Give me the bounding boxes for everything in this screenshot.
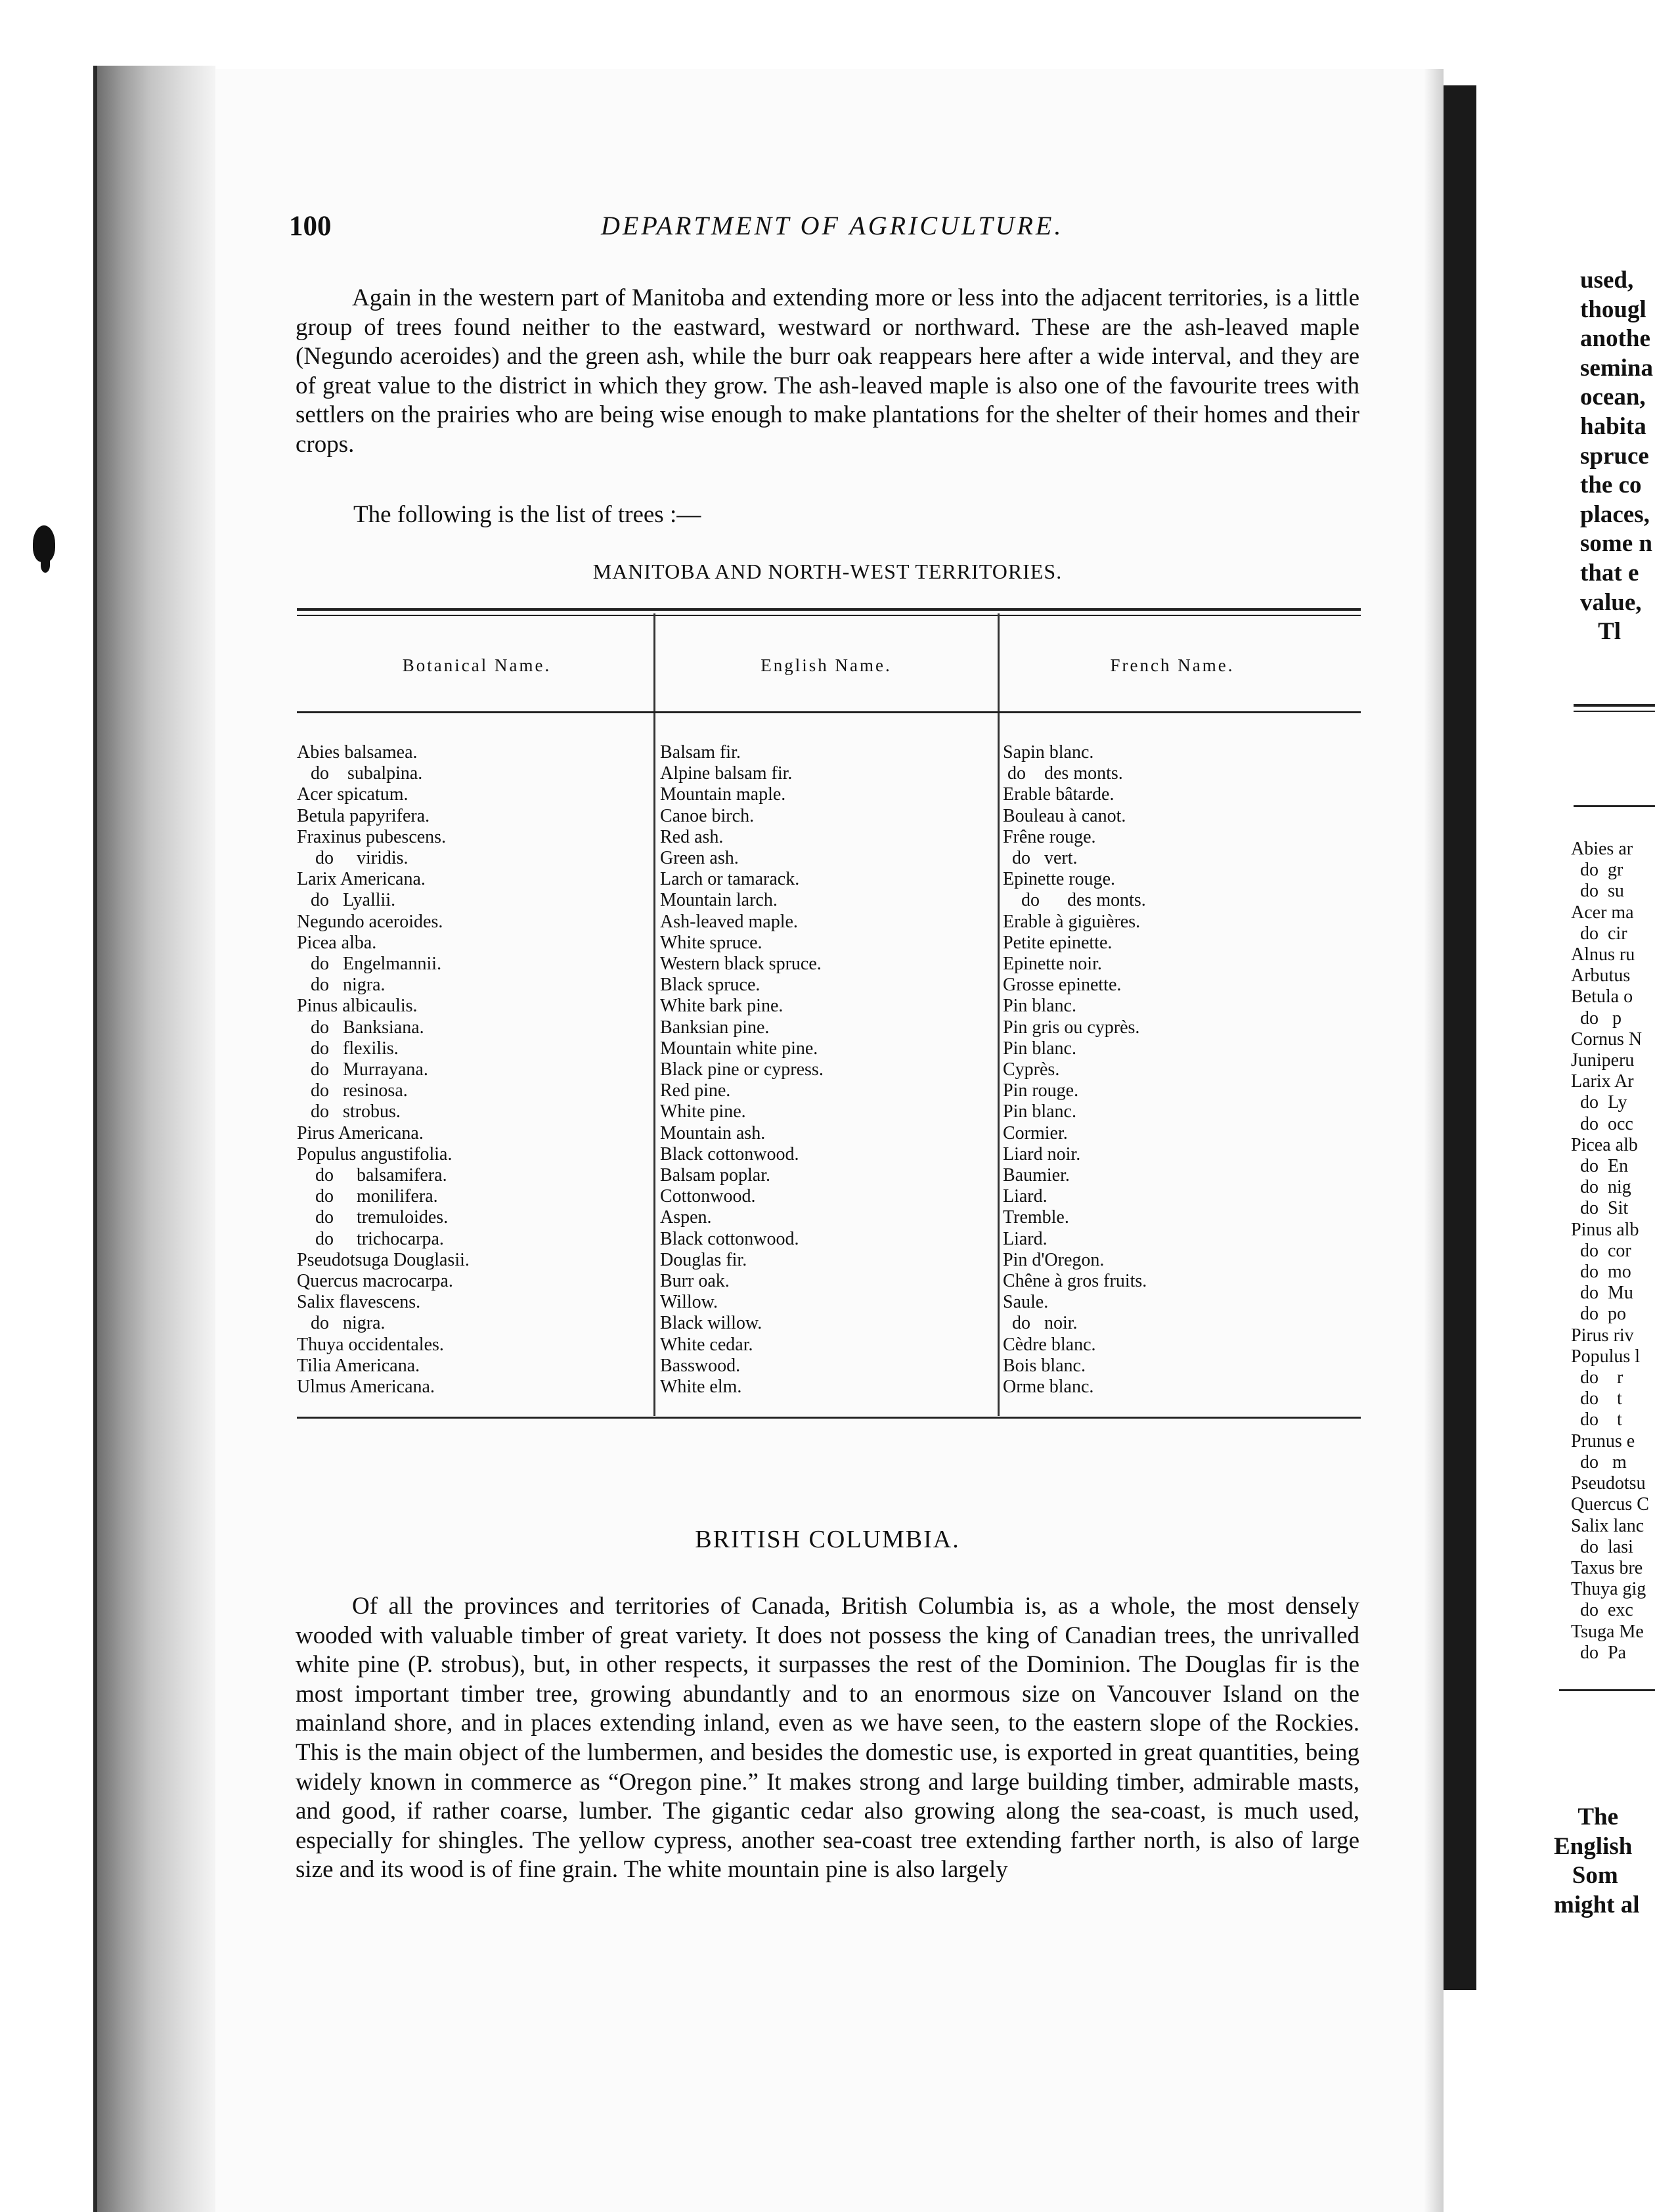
botanical-name-cell: do Murrayana.	[297, 1059, 428, 1080]
english-name-cell: Mountain larch.	[660, 890, 778, 911]
facing-page-list-line: do Ly	[1571, 1092, 1627, 1113]
ink-blot-tail	[41, 558, 50, 573]
botanical-name-column	[297, 742, 470, 1398]
facing-page-text-line: that e	[1580, 559, 1639, 586]
botanical-name-cell: do strobus.	[297, 1101, 401, 1122]
facing-page-text-line: the co	[1580, 472, 1642, 499]
facing-page-list-line: do m	[1571, 1451, 1627, 1472]
botanical-name-cell: Acer spicatum.	[297, 784, 408, 805]
facing-page-header-rule	[1574, 805, 1655, 807]
english-name-cell: Alpine balsam fir.	[660, 763, 793, 784]
facing-page-list-line: Juniperu	[1571, 1050, 1635, 1071]
english-name-cell: Green ash.	[660, 848, 739, 869]
facing-page-list-fragment	[1571, 839, 1655, 1664]
table-bottom-rule	[297, 1417, 1361, 1419]
section-title: BRITISH COLUMBIA.	[695, 1526, 960, 1553]
english-name-cell: Burr oak.	[660, 1271, 730, 1292]
facing-page-list-line: Tsuga Me	[1571, 1621, 1644, 1642]
botanical-name-cell: do flexilis.	[297, 1038, 399, 1059]
botanical-name-cell: Pseudotsuga Douglasii.	[297, 1249, 470, 1270]
facing-page-list-line: do Pa	[1571, 1642, 1626, 1663]
english-name-cell: Larch or tamarack.	[660, 869, 800, 890]
facing-page-list-line: Pseudotsu	[1571, 1473, 1646, 1494]
facing-page-bottom-fragment	[1554, 1803, 1655, 1920]
list-intro: The following is the list of trees :—	[353, 501, 701, 528]
header-french-name: French Name.	[1110, 655, 1235, 675]
english-name-cell: Mountain ash.	[660, 1122, 766, 1143]
table-header-rule	[297, 711, 1361, 713]
facing-page-list-line: Larix Ar	[1571, 1071, 1634, 1092]
facing-page-list-line: do su	[1571, 881, 1624, 902]
facing-page-list-line: do exc	[1571, 1600, 1633, 1621]
facing-page-list-line: Taxus bre	[1571, 1557, 1643, 1578]
facing-page-list-line: do t	[1571, 1388, 1622, 1409]
book-spine	[1444, 85, 1476, 1990]
french-name-cell: Tremble.	[1003, 1207, 1069, 1228]
french-name-cell: Erable à giguières.	[1003, 911, 1141, 932]
scan-gutter-shadow	[97, 66, 215, 2212]
table-title: MANITOBA AND NORTH-WEST TERRITORIES.	[592, 560, 1063, 583]
facing-page-list-line: do En	[1571, 1156, 1629, 1177]
facing-page-list-line: do occ	[1571, 1113, 1633, 1134]
french-name-cell: Epinette rouge.	[1003, 869, 1116, 890]
botanical-name-cell: Picea alba.	[297, 932, 377, 953]
facing-page-list-line: do t	[1571, 1409, 1622, 1430]
column-divider	[998, 613, 1000, 1416]
british-columbia-paragraph-text: Of all the provinces and territories of Canada, British Columbia is, as a whole, the most densely wooded with valuable timber of great variety. It does not possess the king of Canadian trees, the unrivalled white pine (P. strobus), but, in other respects, it surpasses the rest of the Dominion. The Douglas fir is the most important timber tree, growing abundantly and to an enormous size on Vancouver Island on the mainland shore, and in places extending inland, even as we have seen, to the eastern slope of the Rockies. This is the main object of the lumbermen, and besides the domestic use, is exported in great quantities, being widely known in commerce as “Oregon pine.” It makes strong and large building timber, admirable masts, and good, if rather coarse, lumber. The gigantic cedar also growing along the sea-coast, is much used, especially for shingles. The yellow cypress, another sea-coast tree extending farther north, is also of large size and its wood is of fine grain. The white mountain pine is also largely	[296, 1593, 1359, 1884]
botanical-name-cell: Fraxinus pubescens.	[297, 826, 447, 847]
botanical-name-cell: Pinus albicaulis.	[297, 996, 418, 1017]
botanical-name-cell: Salix flavescens.	[297, 1292, 421, 1313]
botanical-name-cell: do Lyallii.	[297, 890, 396, 911]
botanical-name-cell: do subalpina.	[297, 763, 423, 784]
english-name-cell: White pine.	[660, 1101, 746, 1122]
facing-page-list-line: do cir	[1571, 923, 1627, 944]
facing-page-list-line: Abies ar	[1571, 839, 1633, 859]
table-top-rule	[297, 608, 1361, 611]
botanical-name-cell: Ulmus Americana.	[297, 1377, 435, 1398]
facing-page-list-line: Alnus ru	[1571, 944, 1635, 965]
english-name-cell: Black willow.	[660, 1313, 762, 1334]
french-name-cell: Liard.	[1003, 1186, 1048, 1207]
facing-page-list-line: Populus l	[1571, 1346, 1641, 1367]
facing-page-list-line: Cornus N	[1571, 1029, 1643, 1050]
facing-page-text-line: value,	[1580, 588, 1642, 616]
botanical-name-cell: do nigra.	[297, 1313, 386, 1334]
french-name-cell: do des monts.	[1003, 890, 1146, 911]
english-name-cell: Mountain maple.	[660, 784, 786, 805]
french-name-cell: Pin gris ou cyprès.	[1003, 1017, 1140, 1038]
facing-page-bottom-rule	[1559, 1689, 1655, 1691]
facing-page-list-line: Salix lanc	[1571, 1515, 1644, 1536]
english-name-cell: Black cottonwood.	[660, 1228, 799, 1249]
english-name-cell: Balsam poplar.	[660, 1165, 770, 1186]
english-name-cell: Cottonwood.	[660, 1186, 756, 1207]
botanical-name-cell: Thuya occidentales.	[297, 1334, 444, 1355]
english-name-cell: Black spruce.	[660, 975, 761, 996]
english-name-cell: Red pine.	[660, 1080, 731, 1101]
french-name-cell: Baumier.	[1003, 1165, 1070, 1186]
french-name-cell: Orme blanc.	[1003, 1377, 1094, 1398]
botanical-name-cell: Negundo aceroides.	[297, 911, 443, 932]
english-name-cell: Canoe birch.	[660, 805, 755, 826]
facing-page-list-line: Acer ma	[1571, 902, 1634, 923]
english-name-cell: White elm.	[660, 1377, 742, 1398]
botanical-name-cell: Pirus Americana.	[297, 1122, 424, 1143]
facing-page-list-line: do nig	[1571, 1177, 1631, 1198]
facing-page-text-line: semina	[1580, 354, 1653, 382]
french-name-cell: do des monts.	[1003, 763, 1123, 784]
english-name-cell: Mountain white pine.	[660, 1038, 818, 1059]
facing-page-list-line: Quercus C	[1571, 1494, 1649, 1515]
french-name-cell: Bois blanc.	[1003, 1355, 1086, 1376]
facing-page-text-line: Som	[1554, 1862, 1618, 1890]
facing-page-list-line: do p	[1571, 1007, 1622, 1029]
french-name-cell: Cèdre blanc.	[1003, 1334, 1096, 1355]
botanical-name-cell: do viridis.	[297, 848, 408, 869]
facing-page-text-line: anothe	[1580, 325, 1650, 353]
facing-page-list-line: do lasi	[1571, 1536, 1633, 1557]
english-name-cell: Red ash.	[660, 826, 724, 847]
facing-page-list-line: Pinus alb	[1571, 1219, 1639, 1240]
english-name-cell: White cedar.	[660, 1334, 753, 1355]
french-name-cell: Liard noir.	[1003, 1143, 1081, 1164]
header-english-name: English Name.	[761, 655, 892, 675]
facing-page-list-line: do cor	[1571, 1240, 1631, 1261]
facing-page-text-line: spruce	[1580, 442, 1649, 470]
french-name-cell: Bouleau à canot.	[1003, 805, 1126, 826]
botanical-name-cell: do balsamifera.	[297, 1165, 447, 1186]
botanical-name-cell: Populus angustifolia.	[297, 1143, 452, 1164]
english-name-cell: Black pine or cypress.	[660, 1059, 824, 1080]
botanical-name-cell: do resinosa.	[297, 1080, 408, 1101]
english-name-cell: Willow.	[660, 1292, 718, 1313]
facing-page-list-line: do Sit	[1571, 1198, 1629, 1219]
french-name-cell: Liard.	[1003, 1228, 1048, 1249]
english-name-cell: Basswood.	[660, 1355, 741, 1376]
facing-page-list-line: do gr	[1571, 860, 1623, 881]
facing-page-text-line: might al	[1554, 1891, 1640, 1918]
facing-page-text-line: used,	[1580, 267, 1634, 294]
french-name-cell: Sapin blanc.	[1003, 742, 1094, 763]
facing-page-list-line: Picea alb	[1571, 1134, 1638, 1155]
facing-page-list-line: Betula o	[1571, 986, 1633, 1007]
botanical-name-cell: do Engelmannii.	[297, 954, 442, 975]
french-name-cell: Cyprès.	[1003, 1059, 1060, 1080]
english-name-cell: Balsam fir.	[660, 742, 741, 763]
english-name-cell: White spruce.	[660, 932, 762, 953]
british-columbia-paragraph	[296, 1592, 1359, 1885]
botanical-name-cell: do monilifera.	[297, 1186, 438, 1207]
french-name-cell: Pin blanc.	[1003, 1101, 1076, 1122]
facing-page-list-line: Thuya gig	[1571, 1579, 1646, 1600]
french-name-column	[1003, 742, 1147, 1398]
facing-page-rule	[1574, 704, 1655, 707]
french-name-cell: Erable bâtarde.	[1003, 784, 1114, 805]
botanical-name-cell: do trichocarpa.	[297, 1228, 444, 1249]
french-name-cell: Epinette noir.	[1003, 954, 1102, 975]
english-name-cell: Ash-leaved maple.	[660, 911, 798, 932]
column-divider	[653, 613, 655, 1416]
english-name-column	[660, 742, 824, 1398]
english-name-cell: White bark pine.	[660, 996, 783, 1017]
french-name-cell: do noir.	[1003, 1313, 1078, 1334]
facing-page-text-line: some n	[1580, 530, 1652, 558]
facing-page-list-line: do mo	[1571, 1262, 1631, 1283]
facing-page-top-fragment	[1580, 266, 1655, 647]
facing-page-list-line: do Mu	[1571, 1283, 1633, 1304]
english-name-cell: Douglas fir.	[660, 1249, 747, 1270]
french-name-cell: Cormier.	[1003, 1122, 1068, 1143]
facing-page-text-line: habita	[1580, 412, 1646, 440]
facing-page-text-line: English	[1554, 1832, 1633, 1860]
french-name-cell: Petite epinette.	[1003, 932, 1113, 953]
facing-page-text-line: Tl	[1580, 618, 1622, 646]
facing-page-list-line: do po	[1571, 1304, 1626, 1325]
french-name-cell: Pin rouge.	[1003, 1080, 1079, 1101]
page-edge-shadow	[1424, 69, 1444, 2212]
french-name-cell: Pin blanc.	[1003, 1038, 1076, 1059]
english-name-cell: Western black spruce.	[660, 954, 822, 975]
table-top-rule-thin	[297, 615, 1361, 616]
botanical-name-cell: Larix Americana.	[297, 869, 426, 890]
french-name-cell: Chêne à gros fruits.	[1003, 1271, 1147, 1292]
french-name-cell: do vert.	[1003, 848, 1078, 869]
french-name-cell: Frêne rouge.	[1003, 826, 1096, 847]
facing-page-list-line: Pirus riv	[1571, 1325, 1634, 1346]
botanical-name-cell: Abies balsamea.	[297, 742, 418, 763]
page-number: 100	[289, 211, 332, 242]
facing-page-text-line: places,	[1580, 500, 1650, 528]
botanical-name-cell: do tremuloides.	[297, 1207, 449, 1228]
french-name-cell: Grosse epinette.	[1003, 975, 1122, 996]
french-name-cell: Saule.	[1003, 1292, 1049, 1313]
facing-page-list-line: do r	[1571, 1367, 1623, 1388]
facing-page-list-line: Prunus e	[1571, 1430, 1635, 1451]
intro-paragraph	[296, 284, 1359, 460]
running-head: DEPARTMENT OF AGRICULTURE.	[601, 211, 1064, 240]
french-name-cell: Pin d'Oregon.	[1003, 1249, 1105, 1270]
facing-page-text-line: ocean,	[1580, 384, 1646, 411]
english-name-cell: Banksian pine.	[660, 1017, 770, 1038]
french-name-cell: Pin blanc.	[1003, 996, 1076, 1017]
english-name-cell: Aspen.	[660, 1207, 712, 1228]
botanical-name-cell: Betula papyrifera.	[297, 805, 430, 826]
intro-paragraph-text: Again in the western part of Manitoba and extending more or less into the adjacent territories, is a little group of trees found neither to the eastward, westward or northward. These are the ash-leaved maple (Negundo aceroides) and the green ash, while the burr oak reappears here after a wide interval, and they are of great value to the district in which they grow. The ash-leaved maple is also one of the favourite trees with settlers on the prairies who are being wise enough to make plantations for the shelter of their homes and their crops.	[296, 284, 1359, 458]
facing-page-rule-thin	[1574, 711, 1655, 712]
english-name-cell: Black cottonwood.	[660, 1143, 799, 1164]
botanical-name-cell: Tilia Americana.	[297, 1355, 420, 1376]
facing-page-text-line: thougl	[1580, 296, 1646, 323]
ink-blot	[33, 525, 55, 562]
botanical-name-cell: do Banksiana.	[297, 1017, 424, 1038]
facing-page-text-line: The	[1554, 1803, 1619, 1830]
botanical-name-cell: do nigra.	[297, 975, 386, 996]
header-botanical-name: Botanical Name.	[402, 655, 552, 675]
facing-page-list-line: Arbutus	[1571, 965, 1631, 986]
botanical-name-cell: Quercus macrocarpa.	[297, 1271, 453, 1292]
